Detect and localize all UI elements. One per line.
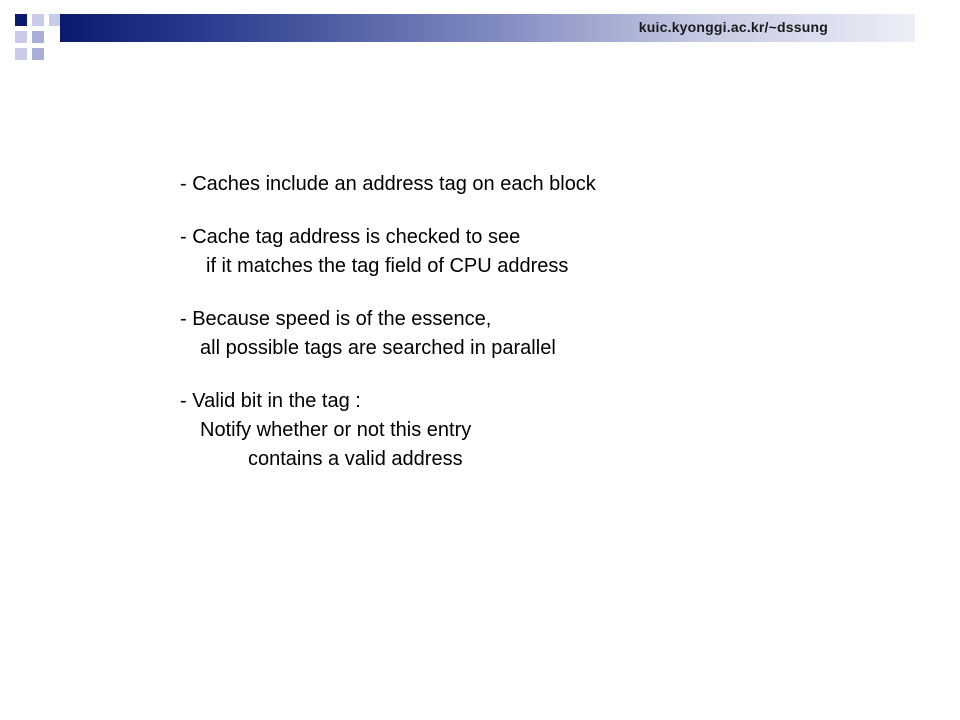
bullet-line: all possible tags are searched in parallel	[200, 337, 556, 359]
slide-body	[180, 170, 800, 498]
site-url: kuic.kyonggi.ac.kr/~dssung	[638, 19, 828, 35]
corner-square-light	[15, 31, 27, 43]
bullet-tag-check	[180, 223, 800, 281]
bullet-valid-bit	[180, 387, 800, 474]
bullet-caches-tag	[180, 170, 800, 199]
bullet-line: Notify whether or not this entry	[200, 419, 472, 441]
corner-square-mid	[32, 31, 44, 43]
corner-square-light	[15, 48, 27, 60]
bullet-line: contains a valid address	[248, 448, 463, 470]
bullet-line: - Valid bit in the tag :	[180, 390, 361, 412]
bullet-line: - Because speed is of the essence,	[180, 308, 492, 330]
corner-square-mid	[32, 48, 44, 60]
corner-square-navy	[15, 14, 27, 26]
bullet-line: - Cache tag address is checked to see	[180, 226, 521, 248]
bullet-line: if it matches the tag field of CPU address	[206, 255, 569, 277]
bullet-line: - Caches include an address tag on each block	[180, 173, 596, 195]
bullet-parallel-search	[180, 305, 800, 363]
corner-square-light	[32, 14, 44, 26]
